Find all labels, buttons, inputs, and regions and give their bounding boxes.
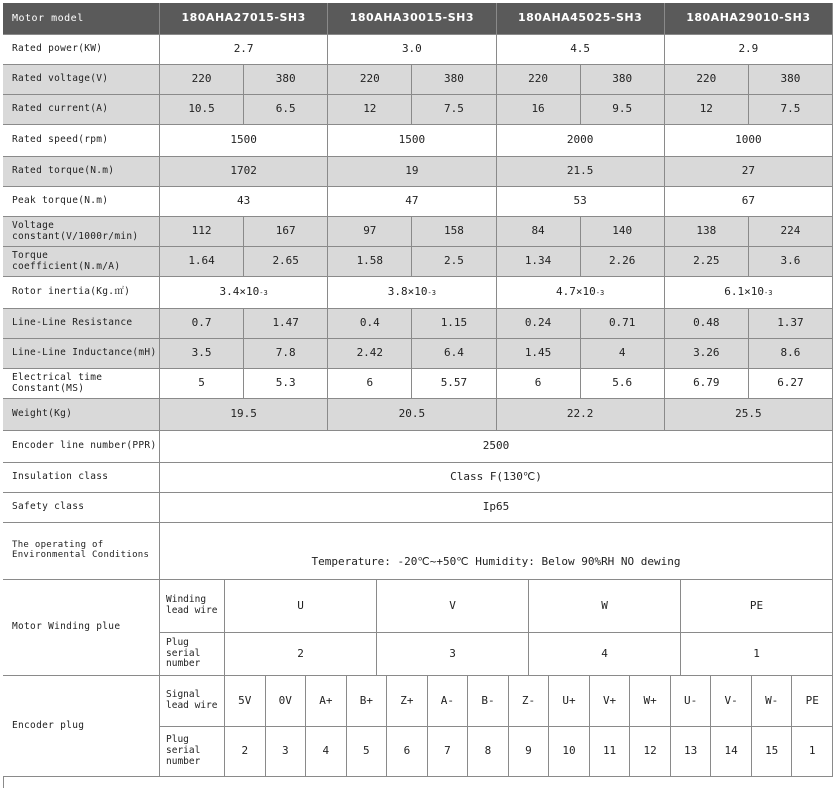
winding-value: 4: [529, 633, 681, 676]
spec-value: 2.5: [412, 247, 496, 277]
spec-value: 3.0: [328, 35, 496, 65]
spec-value: 4.5: [497, 35, 665, 65]
spec-value: 220: [328, 65, 412, 95]
winding-value: 3: [377, 633, 529, 676]
spec-value: 3.4×10 -3: [160, 277, 328, 309]
inertia-mantissa: 3.8×10: [387, 285, 428, 299]
spec-value: 6.79: [665, 369, 749, 399]
spec-value: 84: [497, 217, 581, 247]
winding-value: 2: [225, 633, 377, 676]
encoder-value: U+: [549, 676, 590, 727]
spec-value: 8.6: [749, 339, 833, 369]
winding-value: U: [225, 580, 377, 633]
encoder-value: 14: [711, 727, 752, 777]
spec-value: 140: [581, 217, 665, 247]
inertia-mantissa: 4.7×10: [556, 285, 596, 299]
spec-value: 0.4: [328, 309, 412, 339]
spec-value: 4: [581, 339, 665, 369]
spec-value: 2.26: [581, 247, 665, 277]
spec-value: 5.6: [581, 369, 665, 399]
spec-label: Rotor inertia(Kg.㎡): [3, 277, 160, 309]
spec-value: 224: [749, 217, 833, 247]
spec-value: 1500: [160, 125, 328, 157]
spec-value: 0.48: [665, 309, 749, 339]
spec-label: Rated speed(rpm): [3, 125, 160, 157]
header-label: Motor model: [3, 3, 160, 35]
spec-value: 20.5: [328, 399, 496, 431]
spec-value: 6.4: [412, 339, 496, 369]
encoder-value: B-: [468, 676, 509, 727]
spec-value: 1.47: [244, 309, 328, 339]
spec-value: 6.1×10 -3: [665, 277, 833, 309]
encoder-value: 13: [671, 727, 712, 777]
encoder-value: 7: [428, 727, 469, 777]
spec-value: 380: [581, 65, 665, 95]
encoder-value: A+: [306, 676, 347, 727]
encoder-value: 8: [468, 727, 509, 777]
spec-value: 5.57: [412, 369, 496, 399]
spec-value: Class F(130℃): [160, 463, 833, 493]
spec-value: 1500: [328, 125, 496, 157]
winding-sublabel: Plug serial number: [160, 633, 225, 676]
spec-value: 1.58: [328, 247, 412, 277]
encoder-value: W+: [630, 676, 671, 727]
spec-value: 2.42: [328, 339, 412, 369]
model-header: 180AHA29010-SH3: [665, 3, 833, 35]
spec-label: Line-Line Resistance: [3, 309, 160, 339]
spec-value: 0.24: [497, 309, 581, 339]
spec-value: 2.7: [160, 35, 328, 65]
spec-value: 167: [244, 217, 328, 247]
encoder-value: PE: [792, 676, 833, 727]
spec-value: 158: [412, 217, 496, 247]
encoder-value: 1: [792, 727, 833, 777]
encoder-value: 0V: [266, 676, 307, 727]
encoder-value: 12: [630, 727, 671, 777]
spec-value: 3.6: [749, 247, 833, 277]
spec-value: 25.5: [665, 399, 833, 431]
spec-value: 220: [160, 65, 244, 95]
spec-value: 6.5: [244, 95, 328, 125]
spec-label: Weight(Kg): [3, 399, 160, 431]
spec-value: 1.45: [497, 339, 581, 369]
spec-value: 1.64: [160, 247, 244, 277]
encoder-value: V-: [711, 676, 752, 727]
winding-sublabel: Winding lead wire: [160, 580, 225, 633]
encoder-plug-label: Encoder plug: [3, 676, 160, 777]
spec-value: 7.5: [412, 95, 496, 125]
encoder-value: 3: [266, 727, 307, 777]
encoder-value: 9: [509, 727, 550, 777]
winding-label: Motor Winding plue: [3, 580, 160, 676]
spec-value: 67: [665, 187, 833, 217]
spec-value: 21.5: [497, 157, 665, 187]
spec-value: 138: [665, 217, 749, 247]
encoder-value: A-: [428, 676, 469, 727]
model-header: 180AHA30015-SH3: [328, 3, 496, 35]
spec-label: Safety class: [3, 493, 160, 523]
spec-value: 5: [160, 369, 244, 399]
spec-label: Electrical time Constant(MS): [3, 369, 160, 399]
spec-value: 2.65: [244, 247, 328, 277]
spec-value: 53: [497, 187, 665, 217]
spec-label: Rated voltage(V): [3, 65, 160, 95]
spec-value: 220: [497, 65, 581, 95]
spec-value: 1702: [160, 157, 328, 187]
encoder-value: 5V: [225, 676, 266, 727]
spec-value: 1000: [665, 125, 833, 157]
spec-value: 6: [497, 369, 581, 399]
encoder-value: 6: [387, 727, 428, 777]
winding-value: 1: [681, 633, 833, 676]
spec-value: 380: [749, 65, 833, 95]
winding-value: PE: [681, 580, 833, 633]
spec-value: Temperature: -20℃~+50℃ Humidity: Below 90%RH NO dewing: [160, 523, 833, 580]
spec-value: 7.5: [749, 95, 833, 125]
spec-value: 19.5: [160, 399, 328, 431]
encoder-value: 11: [590, 727, 631, 777]
motor-spec-table: [3, 3, 833, 788]
spec-value: 2.9: [665, 35, 833, 65]
encoder-value: 2: [225, 727, 266, 777]
spec-value: Ip65: [160, 493, 833, 523]
spec-value: 1.37: [749, 309, 833, 339]
spec-label: Rated torque(N.m): [3, 157, 160, 187]
winding-value: W: [529, 580, 681, 633]
spec-value: 10.5: [160, 95, 244, 125]
spec-value: 380: [244, 65, 328, 95]
spec-value: 19: [328, 157, 496, 187]
spec-value: 6: [328, 369, 412, 399]
spec-value: 380: [412, 65, 496, 95]
spec-label: Torque coefficient(N.m/A): [3, 247, 160, 277]
spec-value: 16: [497, 95, 581, 125]
spec-value: 6.27: [749, 369, 833, 399]
spec-value: 2000: [497, 125, 665, 157]
spec-value: 7.8: [244, 339, 328, 369]
spec-value: 9.5: [581, 95, 665, 125]
encoder-sublabel: Plug serial number: [160, 727, 225, 777]
spec-label: Voltage constant(V/1000r/min): [3, 217, 160, 247]
spec-value: 2500: [160, 431, 833, 463]
spec-label: The operating of Environmental Conditions: [3, 523, 160, 580]
encoder-value: B+: [347, 676, 388, 727]
spec-value: 27: [665, 157, 833, 187]
spec-value: 220: [665, 65, 749, 95]
spec-value: 12: [665, 95, 749, 125]
spec-value: 47: [328, 187, 496, 217]
model-header: 180AHA27015-SH3: [160, 3, 328, 35]
encoder-value: Z+: [387, 676, 428, 727]
spec-value: 12: [328, 95, 412, 125]
spec-label: Rated current(A): [3, 95, 160, 125]
inertia-mantissa: 3.4×10: [219, 285, 260, 299]
spec-value: 1.34: [497, 247, 581, 277]
encoder-value: 10: [549, 727, 590, 777]
encoder-value: 4: [306, 727, 347, 777]
spec-value: 3.8×10 -3: [328, 277, 496, 309]
spec-value: 0.71: [581, 309, 665, 339]
spec-value: 1.15: [412, 309, 496, 339]
spec-value: 43: [160, 187, 328, 217]
encoder-sublabel: Signal lead wire: [160, 676, 225, 727]
spec-value: 0.7: [160, 309, 244, 339]
spec-label: Peak torque(N.m): [3, 187, 160, 217]
spec-label: Rated power(KW): [3, 35, 160, 65]
encoder-value: V+: [590, 676, 631, 727]
encoder-value: U-: [671, 676, 712, 727]
spec-label: Insulation class: [3, 463, 160, 493]
spec-label: Encoder line number(PPR): [3, 431, 160, 463]
spec-value: 4.7×10 -3: [497, 277, 665, 309]
encoder-value: Z-: [509, 676, 550, 727]
inertia-mantissa: 6.1×10: [724, 285, 765, 299]
spec-value: 5.3: [244, 369, 328, 399]
winding-value: V: [377, 580, 529, 633]
encoder-value: 5: [347, 727, 388, 777]
model-header: 180AHA45025-SH3: [497, 3, 665, 35]
encoder-value: 15: [752, 727, 793, 777]
spec-label: Line-Line Inductance(mH): [3, 339, 160, 369]
spec-value: 2.25: [665, 247, 749, 277]
spec-value: 3.26: [665, 339, 749, 369]
spec-value: 22.2: [497, 399, 665, 431]
encoder-value: W-: [752, 676, 793, 727]
spec-value: 112: [160, 217, 244, 247]
spec-value: 3.5: [160, 339, 244, 369]
spec-value: 97: [328, 217, 412, 247]
